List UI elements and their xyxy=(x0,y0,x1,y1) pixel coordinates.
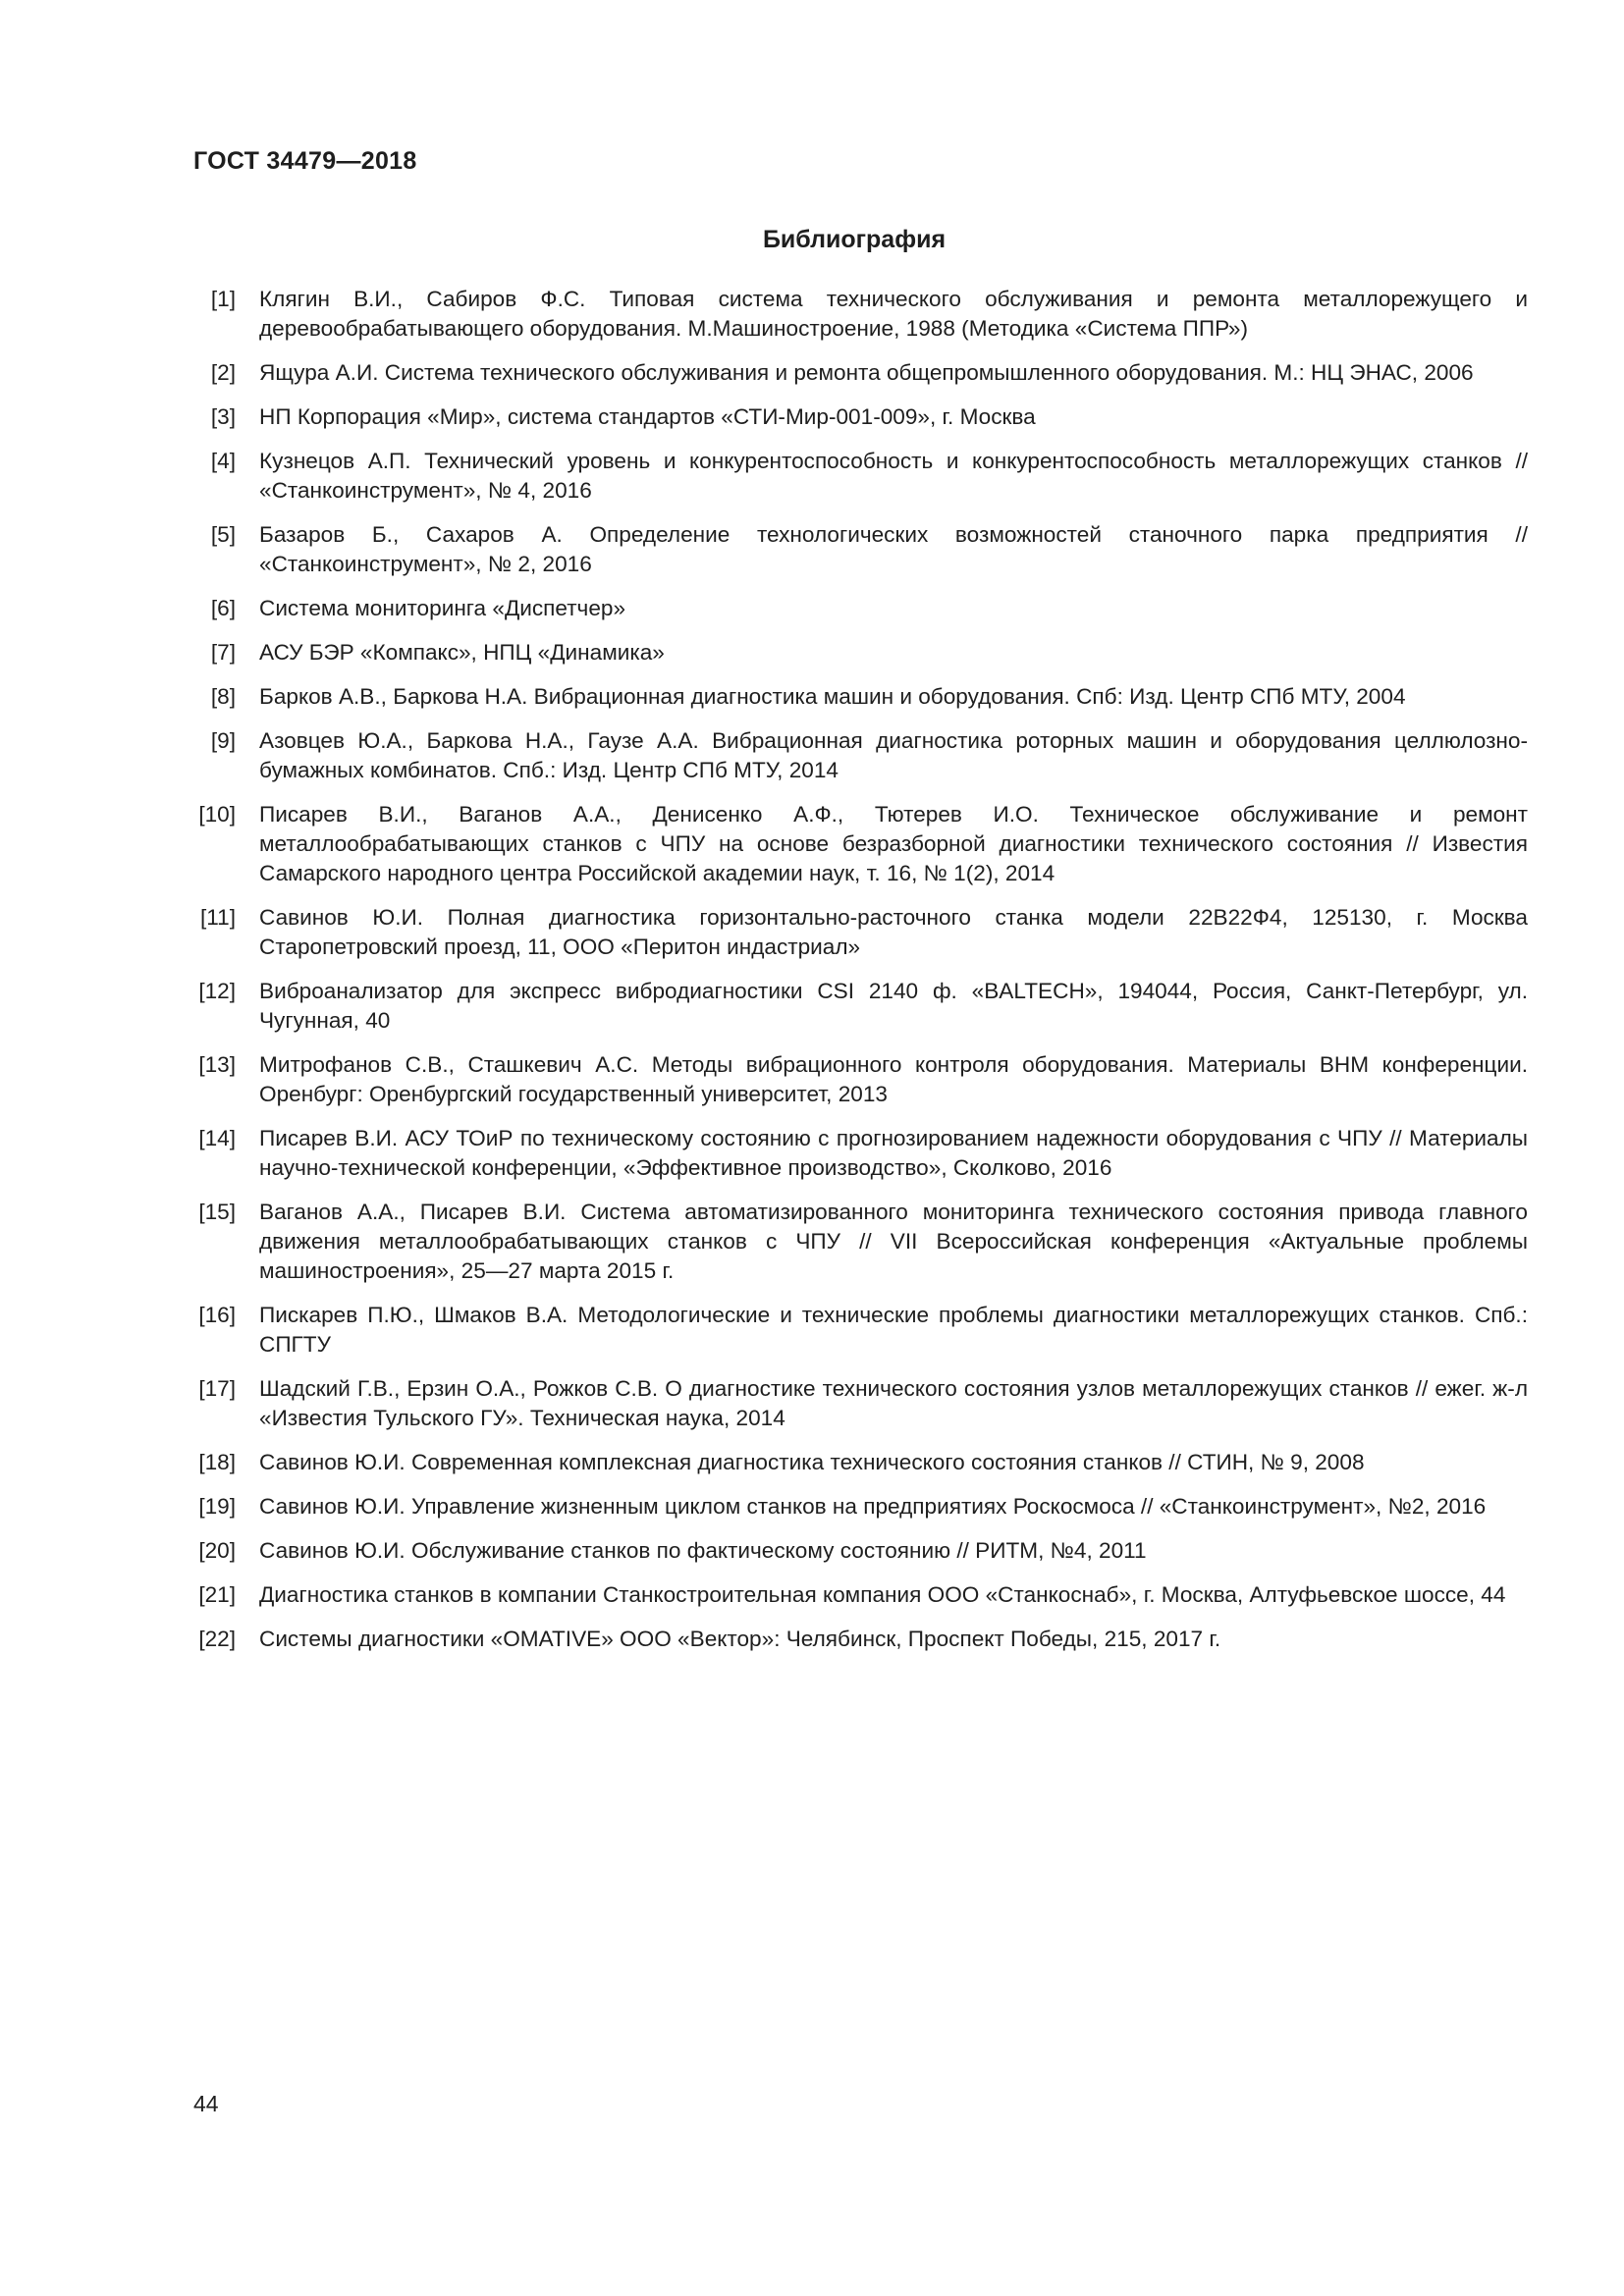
reference-number: [1] xyxy=(210,287,236,311)
reference-text: Ваганов А.А., Писарев В.И. Система автоматизированного мониторинга технического состояния привода главного движения металлообрабатывающих станков с ЧПУ // VII Всероссийская конференция «Актуальные проблемы машиностроения», 25—27 марта 2015 г. xyxy=(259,1200,1528,1283)
reference-text: АСУ БЭР «Компакс», НПЦ «Динамика» xyxy=(259,640,665,665)
reference-number: [21] xyxy=(198,1582,236,1607)
reference-number: [14] xyxy=(198,1126,236,1150)
reference-text: Система мониторинга «Диспетчер» xyxy=(259,596,626,620)
reference-text: Савинов Ю.И. Управление жизненным циклом станков на предприятиях Роскосмоса // «Станкоинструмент», №2, 2016 xyxy=(259,1494,1487,1519)
reference-text: Виброанализатор для экспресс вибродиагностики CSI 2140 ф. «BALTECH», 194044, Россия, Санкт-Петербург, ул. Чугунная, 40 xyxy=(259,979,1528,1033)
reference-number: [15] xyxy=(198,1200,236,1224)
reference-item xyxy=(189,1301,1528,1360)
reference-number: [4] xyxy=(210,449,236,473)
reference-item xyxy=(189,520,1528,579)
reference-item xyxy=(189,1124,1528,1183)
reference-text: Шадский Г.В., Ерзин О.А., Рожков С.В. О диагностике технического состояния узлов металлорежущих станков // ежег. ж-л «Известия Тульского ГУ». Техническая наука, 2014 xyxy=(259,1376,1528,1430)
reference-item xyxy=(189,800,1528,888)
reference-number: [9] xyxy=(210,728,236,753)
reference-item xyxy=(189,285,1528,344)
reference-number: [11] xyxy=(199,905,236,930)
reference-item xyxy=(189,358,1528,388)
reference-number: [6] xyxy=(210,596,236,620)
reference-text: Кузнецов А.П. Технический уровень и конкурентоспособность и конкурентоспособность металлорежущих станков // «Станкоинструмент», № 4, 2016 xyxy=(259,449,1528,503)
reference-number: [5] xyxy=(210,522,236,547)
reference-text: Барков А.В., Баркова Н.А. Вибрационная диагностика машин и оборудования. Спб: Изд. Центр СПб МТУ, 2004 xyxy=(259,684,1406,709)
reference-text: Азовцев Ю.А., Баркова Н.А., Гаузе А.А. Вибрационная диагностика роторных машин и оборудования целлюлозно-бумажных комбинатов. Спб.: Изд. Центр СПб МТУ, 2014 xyxy=(259,728,1528,782)
page-number: 44 xyxy=(193,2091,219,2116)
reference-number: [16] xyxy=(198,1303,236,1327)
reference-number: [22] xyxy=(198,1627,236,1651)
reference-text: Клягин В.И., Сабиров Ф.С. Типовая система технического обслуживания и ремонта металлорежущего и деревообрабатывающего оборудования. М.Машиностроение, 1988 (Методика «Система ППР») xyxy=(259,287,1528,341)
reference-text: Базаров Б., Сахаров А. Определение технологических возможностей станочного парка предприятия // «Станкоинструмент», № 2, 2016 xyxy=(259,522,1528,576)
reference-number: [13] xyxy=(198,1052,236,1077)
reference-item xyxy=(189,1580,1528,1610)
reference-item xyxy=(189,682,1528,712)
reference-item xyxy=(189,1536,1528,1566)
reference-text: Митрофанов С.В., Сташкевич А.С. Методы вибрационного контроля оборудования. Материалы ВНМ конференции. Оренбург: Оренбургский государственный университет, 2013 xyxy=(259,1052,1528,1106)
reference-number: [18] xyxy=(198,1450,236,1474)
reference-text: Пискарев П.Ю., Шмаков В.А. Методологические и технические проблемы диагностики металлорежущих станков. Спб.: СПГТУ xyxy=(259,1303,1528,1357)
document-code: ГОСТ 34479—2018 xyxy=(193,147,417,175)
bibliography-title: Библиография xyxy=(762,226,947,253)
reference-item xyxy=(189,1625,1528,1654)
reference-number: [2] xyxy=(210,360,236,385)
reference-text: Писарев В.И. АСУ ТОиР по техническому состоянию с прогнозированием надежности оборудования с ЧПУ // Материалы научно-технической конференции, «Эффективное производство», Сколково, 2016 xyxy=(259,1126,1528,1180)
reference-number: [3] xyxy=(210,404,236,429)
reference-number: [19] xyxy=(198,1494,236,1519)
reference-number: [20] xyxy=(198,1538,236,1563)
reference-text: Диагностика станков в компании Станкостроительная компания ООО «Станкоснаб», г. Москва, Алтуфьевское шоссе, 44 xyxy=(259,1582,1506,1607)
reference-item xyxy=(189,638,1528,667)
reference-text: Системы диагностики «OMATIVE» ООО «Вектор»: Челябинск, Проспект Победы, 215, 2017 г. xyxy=(259,1627,1221,1651)
reference-number: [17] xyxy=(198,1376,236,1401)
reference-text: НП Корпорация «Мир», система стандартов «СТИ-Мир-001-009», г. Москва xyxy=(259,404,1036,429)
reference-item xyxy=(189,903,1528,962)
reference-number: [7] xyxy=(210,640,236,665)
reference-item xyxy=(189,402,1528,432)
reference-item xyxy=(189,1050,1528,1109)
reference-item xyxy=(189,726,1528,785)
reference-text: Савинов Ю.И. Полная диагностика горизонтально-расточного станка модели 22В22Ф4, 125130, г. Москва Старопетровский проезд, 11, ООО «Перитон индастриал» xyxy=(259,905,1528,959)
reference-item xyxy=(189,1448,1528,1477)
reference-text: Савинов Ю.И. Современная комплексная диагностика технического состояния станков // СТИН, № 9, 2008 xyxy=(259,1450,1365,1474)
reference-item xyxy=(189,447,1528,506)
reference-item xyxy=(189,1198,1528,1286)
reference-item xyxy=(189,1492,1528,1522)
reference-item xyxy=(189,594,1528,623)
reference-text: Ящура А.И. Система технического обслуживания и ремонта общепромышленного оборудования. М.: НЦ ЭНАС, 2006 xyxy=(259,360,1474,385)
reference-number: [10] xyxy=(198,802,236,827)
reference-number: [12] xyxy=(198,979,236,1003)
reference-item xyxy=(189,1374,1528,1433)
reference-number: [8] xyxy=(210,684,236,709)
reference-item xyxy=(189,977,1528,1036)
reference-text: Савинов Ю.И. Обслуживание станков по фактическому состоянию // РИТМ, №4, 2011 xyxy=(259,1538,1147,1563)
bibliography-list xyxy=(189,285,1528,1669)
reference-text: Писарев В.И., Ваганов А.А., Денисенко А.Ф., Тютерев И.О. Техническое обслуживание и ремонт металлообрабатывающих станков с ЧПУ на основе безразборной диагностики технического состояния // Известия Самарского народного центра Российской академии наук, т. 16, № 1(2), 2014 xyxy=(259,802,1528,885)
